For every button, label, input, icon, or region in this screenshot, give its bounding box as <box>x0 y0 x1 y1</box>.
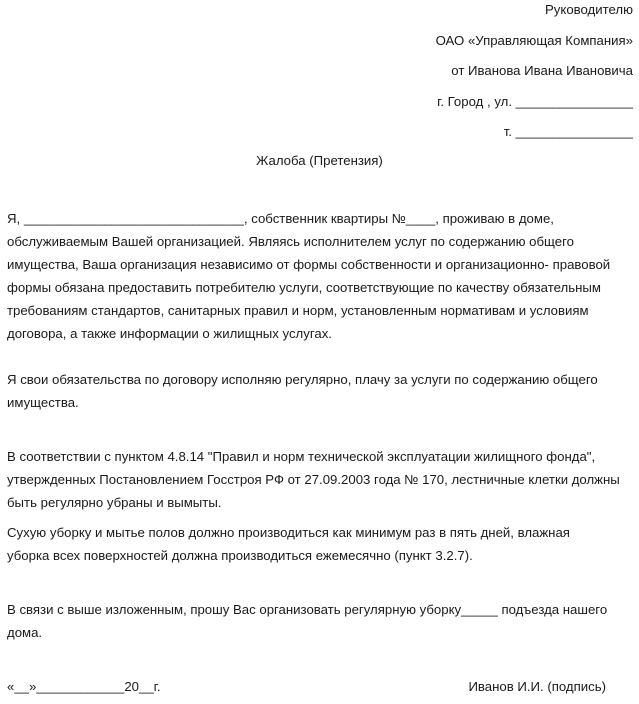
text-line: имущества, Ваша организация независимо от формы собственности и организационно- правовой <box>7 257 611 272</box>
text-line: Я свои обязательства по договору исполняю регулярно, плачу за услуги по содержанию общего <box>7 372 598 387</box>
recipient-organization: ОАО «Управляющая Компания» <box>435 33 633 48</box>
text-line: В связи с выше изложенным, прошу Вас организовать регулярную уборку_____ подъезда нашего <box>7 602 608 617</box>
text-line: утвержденных Постановлением Госстроя РФ от 27.09.2003 года № 170, лестничные клетки должны <box>7 472 620 487</box>
text-line: договора, а также информации о жилищных услугах. <box>7 326 332 341</box>
date-field: «__»____________20__г. <box>7 679 161 694</box>
text-line: формы обязана предоставить потребителю услуги, соответствующие по качеству обязательным <box>7 280 601 295</box>
text-line: Сухую уборку и мытье полов должно производиться как минимум раз в пять дней, влажная <box>7 525 570 540</box>
text-line: дома. <box>7 625 43 640</box>
sender-phone: т. ________________ <box>503 124 633 139</box>
text-line: требованиям стандартов, санитарных правил и норм, установленным нормативам и условиям <box>7 303 589 318</box>
document-title: Жалоба (Претензия) <box>256 153 383 168</box>
text-line: быть регулярно убраны и вымыты. <box>7 495 222 510</box>
sender-name: от Иванова Ивана Ивановича <box>451 63 633 78</box>
sender-address: г. Город , ул. ________________ <box>437 94 633 109</box>
text-line: Я, ______________________________, собственник квартиры №____, проживаю в доме, <box>7 211 554 226</box>
signature-field: Иванов И.И. (подпись) <box>468 679 606 694</box>
text-line: имущества. <box>7 395 79 410</box>
text-line: уборка всех поверхностей должна производиться ежемесячно (пункт 3.2.7). <box>7 548 473 563</box>
recipient-title: Руководителю <box>545 2 633 17</box>
text-line: обслуживаемым Вашей организацией. Являясь исполнителем услуг по содержанию общего <box>7 234 574 249</box>
text-line: В соответствии с пунктом 4.8.14 "Правил и норм технической эксплуатации жилищного фонда", <box>7 449 596 464</box>
